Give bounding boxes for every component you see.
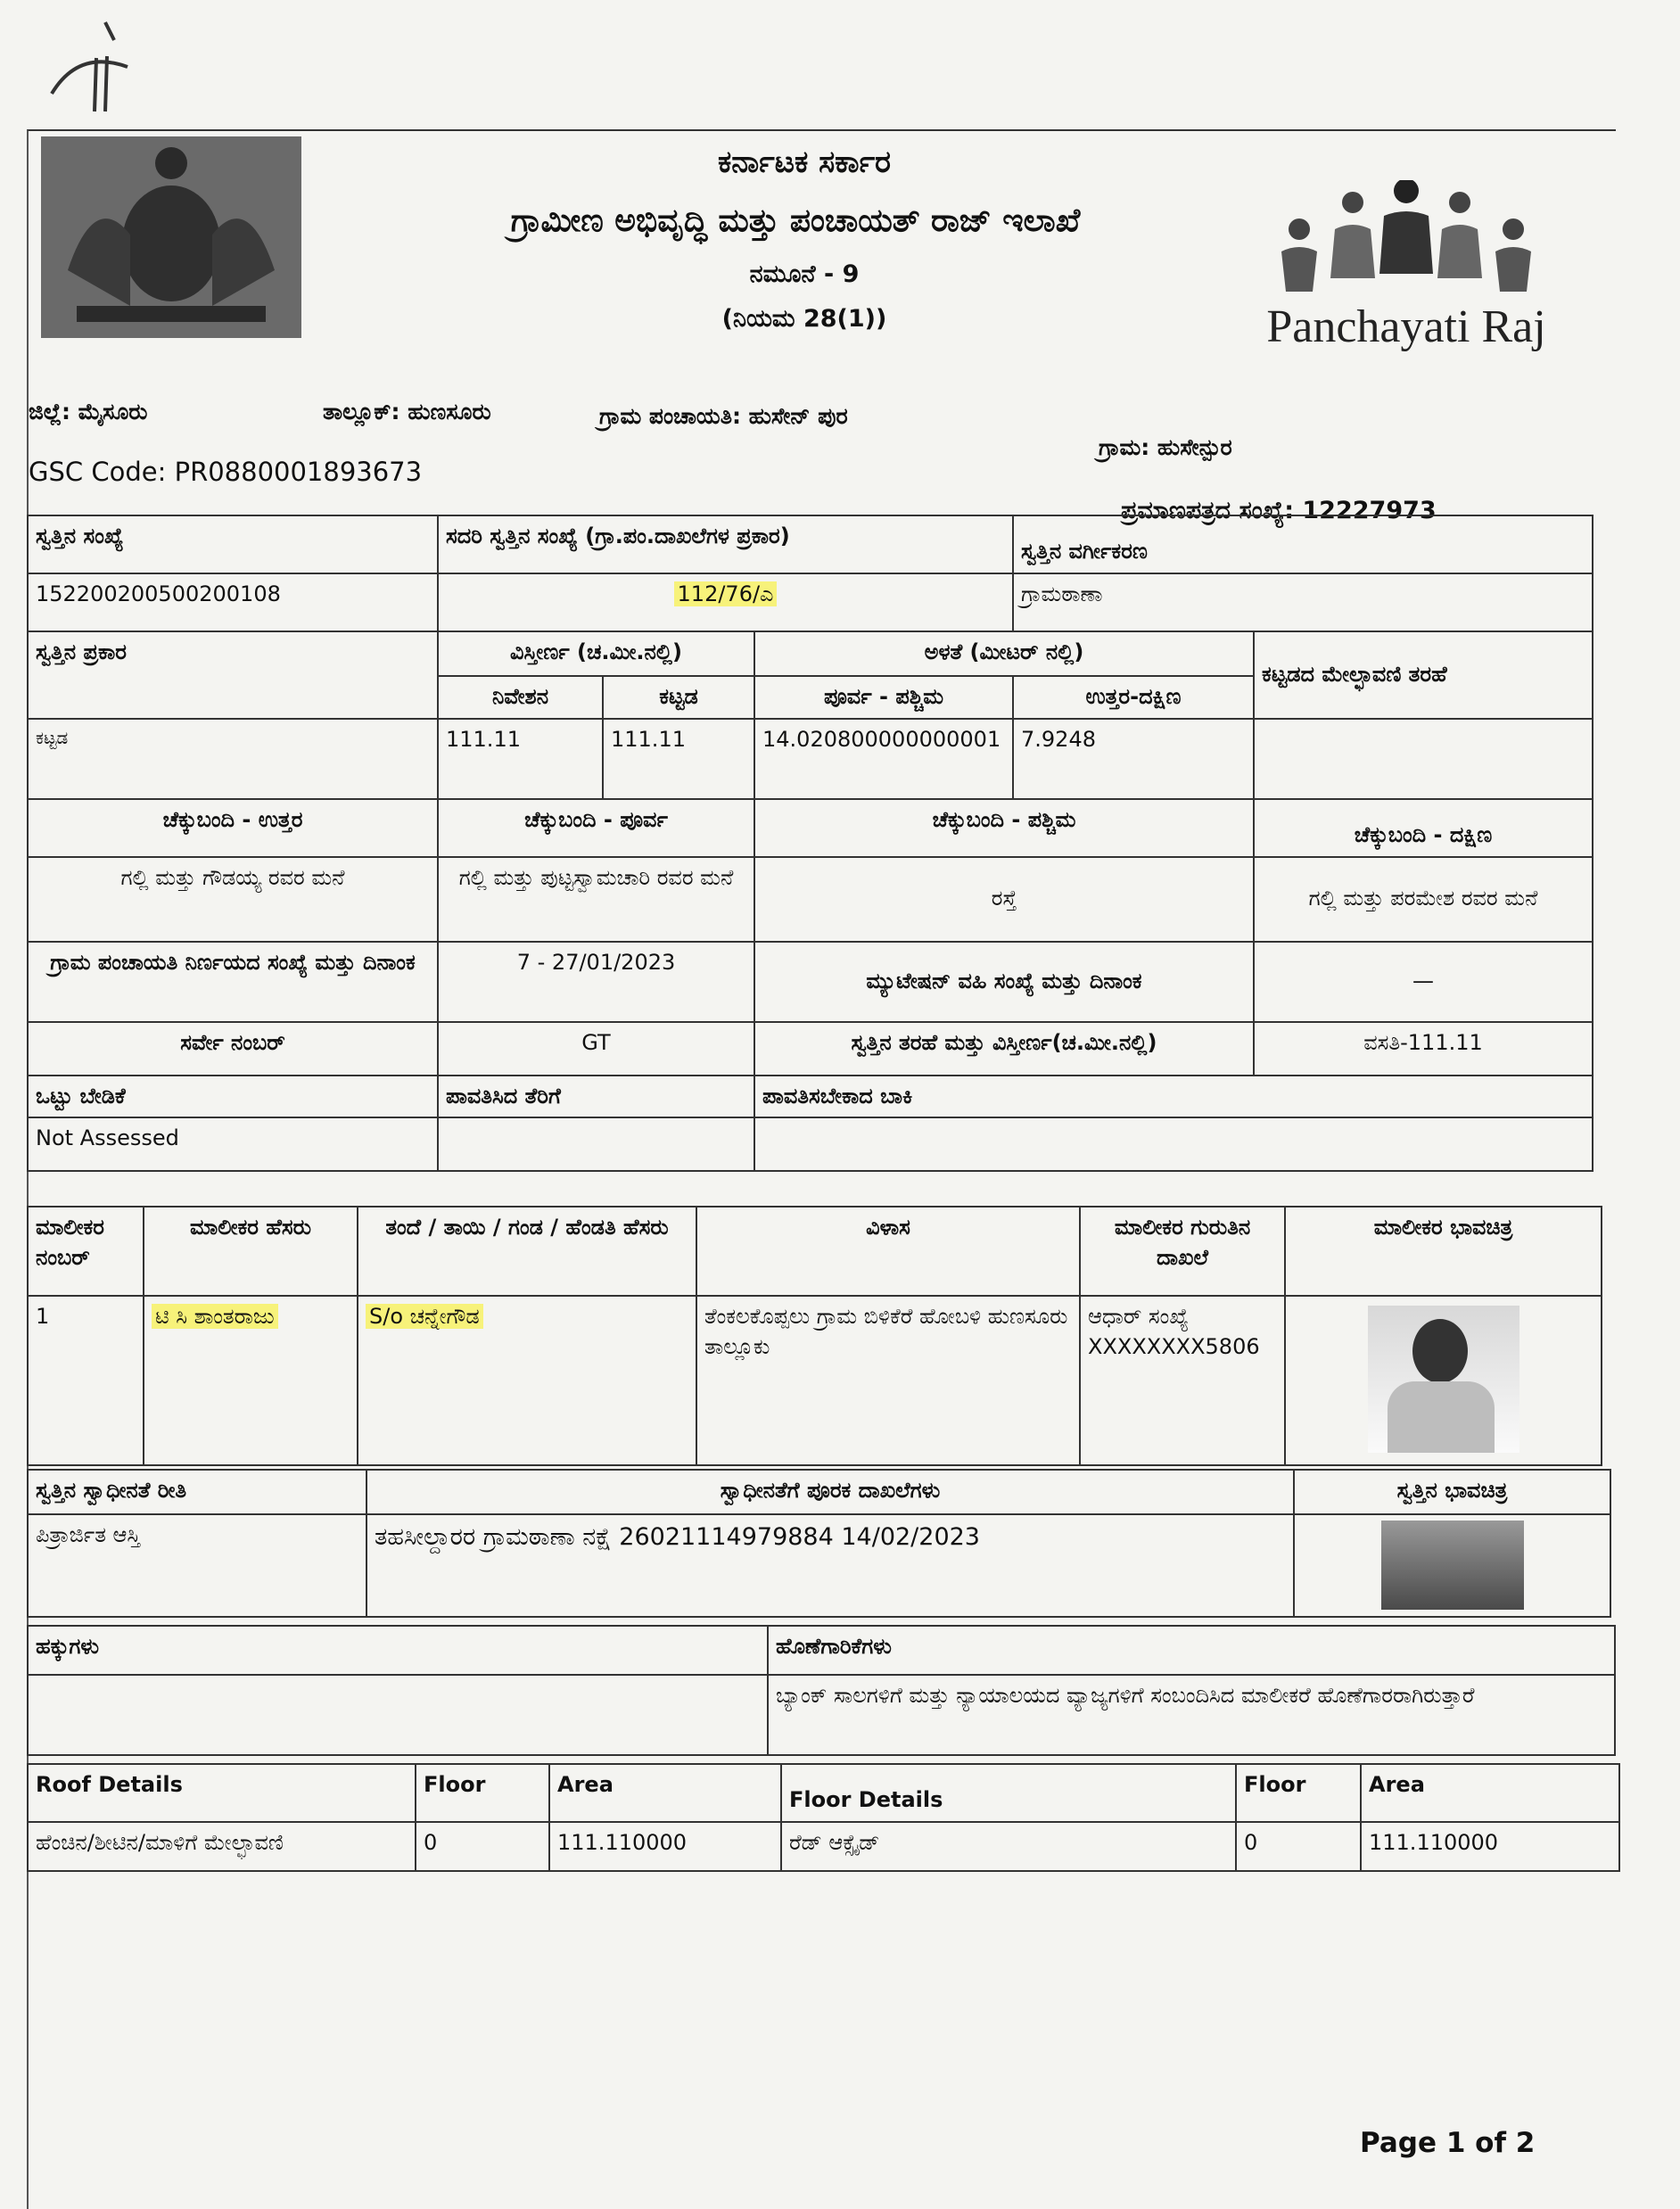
property-id-value: 152200200500200108 <box>28 573 438 631</box>
floor-area-value: 111.110000 <box>1361 1822 1619 1871</box>
survey-number-value: GT <box>438 1022 754 1076</box>
site-area-value: 111.11 <box>438 719 603 799</box>
owner-photo-header: ಮಾಲೀಕರ ಭಾವಚಿತ್ರ <box>1285 1207 1602 1296</box>
rule-number: (ನಿಯಮ 28(1)) <box>721 305 887 333</box>
department-title: ಗ್ರಾಮೀಣ ಅಭಿವೃದ್ಧಿ ಮತ್ತು ಪಂಚಾಯತ್ ರಾಜ್ ಇಲಾಖೆ <box>510 202 1081 239</box>
mutation-label: ಮ್ಯುಟೇಷನ್ ವಹಿ ಸಂಖ್ಯೆ ಮತ್ತು ದಿನಾಂಕ <box>754 942 1254 1022</box>
logo-text: Panchayati Raj <box>1266 301 1546 352</box>
property-details-table <box>27 515 1594 1172</box>
north-boundary-label: ಚೆಕ್ಕುಬಂದಿ - ಉತ್ತರ <box>28 799 438 857</box>
village: ಗ್ರಾಮ: ಹುಸೇನ್ಪುರ <box>1099 434 1232 460</box>
handwritten-mark <box>43 13 141 120</box>
roof-area-value: 111.110000 <box>549 1822 781 1871</box>
form-number: ನಮೂನೆ - 9 <box>749 260 860 288</box>
rights-liabilities-table <box>27 1625 1616 1756</box>
owner-relation: S/o ಚನ್ನೇಗೌಡ <box>366 1304 483 1329</box>
west-boundary-value: ರಸ್ತೆ <box>754 857 1254 942</box>
certificate-sheet <box>27 129 1616 2209</box>
person-icon <box>1412 1319 1468 1383</box>
east-west-label: ಪೂರ್ವ - ಪಶ್ಚಿಮ <box>754 676 1013 719</box>
roof-details-title: Roof Details <box>28 1764 416 1822</box>
ownership-docs-label: ಸ್ವಾಧೀನತೆಗೆ ಪೂರಕ ದಾಖಲೆಗಳು <box>366 1470 1294 1514</box>
roof-type-value <box>1254 719 1593 799</box>
tax-paid-value <box>438 1117 754 1171</box>
id-document-header: ಮಾಲೀಕರ ಗುರುತಿನ ದಾಖಲೆ <box>1080 1207 1285 1296</box>
balance-due-value <box>754 1117 1593 1171</box>
property-photo-label: ಸ್ವತ್ತಿನ ಭಾವಚಿತ್ರ <box>1294 1470 1610 1514</box>
id-document-type: ಆಧಾರ್ ಸಂಖ್ಯೆ <box>1088 1304 1190 1329</box>
roof-floor-header: Floor <box>416 1764 549 1822</box>
property-class-value: ಗ್ರಾಮಠಾಣಾ <box>1013 573 1593 631</box>
total-demand-value: Not Assessed <box>28 1117 438 1171</box>
balance-due-label: ಪಾವತಿಸಬೇಕಾದ ಬಾಕಿ <box>754 1076 1593 1118</box>
dimension-label: ಅಳತೆ (ಮೀಟರ್ ನಲ್ಲಿ) <box>754 631 1254 676</box>
survey-number-label: ಸರ್ವೇ ನಂಬರ್ <box>28 1022 438 1076</box>
owner-number: 1 <box>28 1296 144 1465</box>
floor-area-header: Area <box>1361 1764 1619 1822</box>
roof-floor-table <box>27 1763 1620 1872</box>
gp-resolution-value: 7 - 27/01/2023 <box>438 942 754 1022</box>
east-west-value: 14.020800000000001 <box>754 719 1013 799</box>
south-boundary-value: ಗಲ್ಲಿ ಮತ್ತು ಪರಮೇಶ ರವರ ಮನೆ <box>1254 857 1593 942</box>
owner-address: ತೆಂಕಲಕೊಪ್ಪಲು ಗ್ರಾಮ ಬಿಳಿಕೆರೆ ಹೋಬಳಿ ಹುಣಸೂರು ತಾಲ್ಲೂಕು <box>696 1296 1080 1465</box>
roof-floor-value: 0 <box>416 1822 549 1871</box>
alt-property-id-value: 112/76/ಎ <box>674 581 778 606</box>
site-label: ನಿವೇಶನ <box>438 676 603 719</box>
property-class-label: ಸ್ವತ್ತಿನ ವರ್ಗೀಕರಣ <box>1013 515 1593 573</box>
floor-floor-header: Floor <box>1236 1764 1361 1822</box>
extent-label: ಸ್ವತ್ತಿನ ತರಹೆ ಮತ್ತು ವಿಸ್ತೀರ್ಣ(ಚ.ಮೀ.ನಲ್ಲಿ) <box>754 1022 1254 1076</box>
east-boundary-value: ಗಲ್ಲಿ ಮತ್ತು ಪುಟ್ಟಸ್ವಾಮಚಾರಿ ರವರ ಮನೆ <box>438 857 754 942</box>
id-document-number: XXXXXXXX5806 <box>1088 1333 1260 1359</box>
owner-name: ಟಿ ಸಿ ಶಾಂತರಾಜು <box>152 1304 278 1329</box>
table-row <box>28 1296 1602 1465</box>
area-label: ವಿಸ್ತೀರ್ಣ (ಚ.ಮೀ.ನಲ್ಲಿ) <box>438 631 754 676</box>
rights-value <box>28 1675 768 1755</box>
panchayati-raj-icon <box>1264 180 1549 296</box>
mutation-value: — <box>1254 942 1593 1022</box>
owners-table <box>27 1206 1602 1466</box>
property-photo <box>1381 1521 1524 1610</box>
tax-paid-label: ಪಾವತಿಸಿದ ತೆರಿಗೆ <box>438 1076 754 1118</box>
ownership-docs-value: ತಹಸೀಲ್ದಾರರ ಗ್ರಾಮಠಾಣಾ ನಕ್ಷೆ 26021114979884 14/02/2023 <box>366 1514 1294 1617</box>
building-label: ಕಟ್ಟಡ <box>603 676 754 719</box>
gsc-code: GSC Code: PR0880001893673 <box>29 457 423 487</box>
east-boundary-label: ಚೆಕ್ಕುಬಂದಿ - ಪೂರ್ವ <box>438 799 754 857</box>
owner-name-header: ಮಾಲೀಕರ ಹೆಸರು <box>144 1207 358 1296</box>
liabilities-label: ಹೊಣೆಗಾರಿಕೆಗಳು <box>768 1626 1615 1675</box>
rights-label: ಹಕ್ಕುಗಳು <box>28 1626 768 1675</box>
state-title: ಕರ್ನಾಟಕ ಸರ್ಕಾರ <box>717 144 892 180</box>
property-type-label: ಸ್ವತ್ತಿನ ಪ್ರಕಾರ <box>28 631 438 719</box>
address-header: ವಿಳಾಸ <box>696 1207 1080 1296</box>
total-demand-label: ಒಟ್ಟು ಬೇಡಿಕೆ <box>28 1076 438 1118</box>
ownership-mode-value: ಪಿತ್ರಾರ್ಜಿತ ಆಸ್ತಿ <box>28 1514 366 1617</box>
property-type-value: ಕಟ್ಟಡ <box>28 719 438 799</box>
floor-floor-value: 0 <box>1236 1822 1361 1871</box>
floor-details-title: Floor Details <box>781 1764 1236 1822</box>
roof-area-header: Area <box>549 1764 781 1822</box>
owner-photo <box>1368 1306 1519 1453</box>
taluk: ತಾಲ್ಲೂಕ್: ಹುಣಸೂರು <box>323 399 491 424</box>
karnataka-emblem-icon <box>41 136 301 338</box>
gram-panchayat: ಗ್ರಾಮ ಪಂಚಾಯತಿ: ಹುಸೇನ್ ಪುರ <box>599 403 848 429</box>
west-boundary-label: ಚೆಕ್ಕುಬಂದಿ - ಪಶ್ಚಿಮ <box>754 799 1254 857</box>
panchayati-raj-logo <box>1264 180 1549 367</box>
owner-number-header: ಮಾಲೀಕರ ನಂಬರ್ <box>28 1207 144 1296</box>
building-area-value: 111.11 <box>603 719 754 799</box>
extent-value: ವಸತಿ-111.11 <box>1254 1022 1593 1076</box>
north-south-label: ಉತ್ತರ-ದಕ್ಷಿಣ <box>1013 676 1254 719</box>
relation-header: ತಂದೆ / ತಾಯಿ / ಗಂಡ / ಹೆಂಡತಿ ಹೆಸರು <box>358 1207 696 1296</box>
property-id-label: ಸ್ವತ್ತಿನ ಸಂಖ್ಯೆ <box>28 515 438 573</box>
district: ಜಿಲ್ಲೆ: ಮೈಸೂರು <box>29 399 148 424</box>
south-boundary-label: ಚೆಕ್ಕುಬಂದಿ - ದಕ್ಷಿಣ <box>1254 799 1593 857</box>
liabilities-value: ಬ್ಯಾಂಕ್ ಸಾಲಗಳಿಗೆ ಮತ್ತು ನ್ಯಾಯಾಲಯದ ವ್ಯಾಜ್ಯಗಳಿಗೆ ಸಂಬಂದಿಸಿದ ಮಾಲೀಕರೆ ಹೊಣೆಗಾರರಾಗಿರುತ್ತಾರೆ <box>768 1675 1615 1755</box>
north-south-value: 7.9248 <box>1013 719 1254 799</box>
ownership-table <box>27 1469 1611 1618</box>
alt-property-id-label: ಸದರಿ ಸ್ವತ್ತಿನ ಸಂಖ್ಯೆ (ಗ್ರಾ.ಪಂ.ದಾಖಲೆಗಳ ಪ್ರಕಾರ) <box>438 515 1013 573</box>
roof-type-label: ಕಟ್ಟಡದ ಮೇಲ್ಛಾವಣಿ ತರಹೆ <box>1254 631 1593 719</box>
certificate-number: ಪ್ರಮಾಣಪತ್ರದ ಸಂಖ್ಯೆ: 12227973 <box>1121 497 1437 524</box>
page-number: Page 1 of 2 <box>1360 2127 1536 2159</box>
gp-resolution-label: ಗ್ರಾಮ ಪಂಚಾಯತಿ ನಿರ್ಣಯದ ಸಂಖ್ಯೆ ಮತ್ತು ದಿನಾಂಕ <box>28 942 438 1022</box>
roof-type-cell: ಹೆಂಚಿನ/ಶೀಟಿನ/ಮಾಳಿಗೆ ಮೇಲ್ಛಾವಣಿ <box>28 1822 416 1871</box>
floor-type-value: ರೆಡ್ ಆಕ್ಸೈಡ್ <box>781 1822 1236 1871</box>
north-boundary-value: ಗಲ್ಲಿ ಮತ್ತು ಗೌಡಯ್ಯ ರವರ ಮನೆ <box>28 857 438 942</box>
ownership-mode-label: ಸ್ವತ್ತಿನ ಸ್ವಾಧೀನತೆ ರೀತಿ <box>28 1470 366 1514</box>
